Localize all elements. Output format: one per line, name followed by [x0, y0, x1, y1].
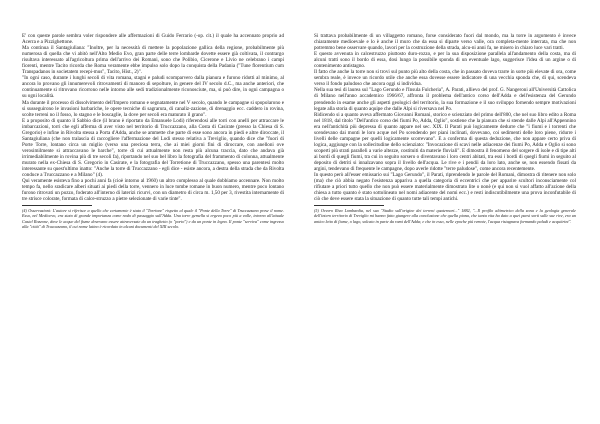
paragraph: Il fatto che anche la torre non si trovi sul punto più alto della costa, che in passato doveva trarre in sorte più elevate di ora, come sembra reale, è invece un ricordo utile che anche essa dovesse essere indicatore di una vecchia sponda che, di qui, scendeva verso il fondo paludoso che ancora oggi si individua.	[314, 69, 576, 88]
paragraph: "In ogni caso, durante i lunghi secoli di vita romana, stagni e paludi scomparvero dalla pianura e furono ridotti al minimo, al ancora lo provano gli innumerevoli ritrovamenti di manoro di sepolture, in genere del IV secolo d.C., ma anche anteriori, che continuamente si ritrovano ricorrono nelle intorno alle sedi tradizionalmente riconosciute, ma, si può dire, in ogni campagna o su ogni località.	[22, 75, 284, 100]
paragraph: E a proposito di quanto il Sabbio dice (il brano è riportato da Emanuele Lodi) riferendosi alle torri con anelli per attraccare le imbarcazioni, torri che egli afferma di aver visto nel territorio di Truccazzano, alla Costa di Casirate (presso la Chiesa di S. Gregorio) e infine in Rivolta stessa a Porta d'Adda, anche se ammette che parte di esse sono ancora in piedi e altre diroccate, il Santagiuliana (che non tralascia di raccogliere l'affermazione del Lodi stesso relativa a Treviglio, quando dice che "fuori di Porte Torre, lontano circa un miglio (verso una preciosa terra, che ai miei giorni fini di diroccare, con anelloni ove verosimilmente si attraccavano le barche", torre di cui attualmente non resta più alcuna traccia, dato che andava già irrimediabilmente in rovina più di tre secoli fa), riportando nel suo bel libro la fotografia del frammento di colonna, attualmente murato nella ex-Chiesa di S. Gregorio in Casirate, e la fotografia del Torretione di Truccazzano, spesso una parentesi molto interessante su quest'ultimo inatto: "Anche la torre di Truccazzano - egli dice - esiste ancora, a destra della strada che da Rivolta conduce a Truccazzano e a Milano" (4).	[22, 117, 284, 179]
paragraph: Ma durante il processo di dissolvimento dell'Impero romano e segnatamente nel V secolo, quando le campagne si spopolarono e si susseguirono le invasioni barbariche, le opere tecniche di sagrarura, di canaliz-zazione, di drenaggio ecc. caddero in rovina, scolte terreni no il fosso, lo stagno e le boscaglie, la dove per secoli era maturato il grano".	[22, 99, 284, 118]
footnote: (4) Osservazioni: L'autore si riferisce a quello che certamente è stato il "Torrione" rispetto al quale il "Ponte della Torre" di Truccazzano prese il nome. Esso, nel Medioevo, era stato di grande importanza come nodo di passaggio sull'Adda. Una torre gemella si ergeva poco più a valle, intorno all'attuale Castel Rozzone, dove le acque del fiume dovevano essere attraversate da un traghetto (o "porto") e da un ponte in legno. Il ponte "serviva" come ingresso alla "città" di Truccazzano, il cui nome latino è ricordato in alcuni documenti del XIII secolo.	[22, 208, 284, 229]
left-column	[22, 33, 284, 403]
right-column-body	[314, 33, 576, 202]
right-column	[314, 33, 576, 403]
paragraph: In questo però all'esser emissario sui "Lago Gerundo", il Parati, riprendendo le parole del Romani, dimostra di ritenere non solo (ma) che ciò abbia negato l'esistenza appariva a quella categoria di eccentrici che per apparire scultori inconsciamente col rifiutare a priori tutto quello che non può essere materialmente dimostrato lite o nonè (e qui non si vuol affatto all'azione della chiesa a tutto quanto è stato sottolineato nel nomi adiacente del nomi ecc.) e resti indiscutibilmente una prova inconfutabile di ciò che deve essere stata la situazione di quanto tutte tali tempi antichi.	[314, 172, 576, 203]
paragraph: Si trattava probabilmente di un villaggetto romano, forse considerato fuori dal mondo, ma la torre in argomento è invece chiaramente medioevale e lo è anche il muro che da essa si diparte verso valle, ora completa-mente interrata, ma che non potremmo bene osservare quando, lavori per la costruzione della strada, alcu-ni anni fa, ne misero in chiaro luce vari tratti.	[314, 33, 576, 52]
paragraph: Qui veramente esisteva fino a pochi anni fa (cioè intorno al 1960) un altro complesso al quale dobbiamo accennare. Non molto tempo fa, nello sradicare alberi situati ai piedi della torre, vennero in luce tombe romane in buon numero, mentre poco lontano furono ritrovati un pozzo, foderato all'interno di laterizi ricurvi, con un diametro di circa m. 1,50 per 3, rivestita internamente di tre strisce colorate, formata di calce-struzzo a pietre selezionate di varie tinte".	[22, 178, 284, 203]
footnote: (5) Ovvero Riva Lombardia, nel suo "Studio sull'origine dei terreni quaternari..." 1882, "...Il profilo altimetrico della zona e la geologia generale dell'intero territorio di Treviglio mi hanno fatto giungere alla conclusione che quella piana, che tanta vita ha dato a quei paesi sorti sulle sue rive, era un antico letto di fiume, o lago, solcato in parte da rami dell'Adda; e che in esso, nelle epoche più remote, l'acqua ristagnava formando paludi e acquitrini".	[314, 208, 576, 224]
paragraph: Ridicendo si a quanto aveva affermato Giovanni Romani, storico e scienziato del primo dell'800, che nel suo libro edito a Roma nel 1818, dal titolo "Dell'antico corso dei fiumi Po, Adda, Oglio", sostiene che la pianura che si stende dalle Alpi all'Appennino era nell'antichità più depressa di quanto appare nel sec. XIX. Il Parati può logicamente dedurre che "i fiumi e i torrenti che scendevano dai monti le loro acque nel Po scendendo per piani inclinati, dovevano, coi sedimenti delle loro piene, ridurre i livelli delle campagne per quelli logicamente scorrevano". E a conferma di questa deduzione, che non appare certo priva di logica, aggiunge con la sollecitudine dello scienziato: "Invocazione di scavi nelle adiacenze dei fiumi Po, Adda e Oglio si sono scoperti più strati paralleli a varie altezze, costituiti da materie fluviali". E dimostra il fenomeno del sorgere di isole e di tipe alti ai bordi di quegli fiumi, tra cui in seguito sorsero o diventavano i loro centri abitati, tra essi i bordi di quegli fiumi in seguito al deposito di detriti si innalzavano sopra il livello dell'acqua. Le rive e i pendii da loro lato, anche se, non essendo fissati da argini, tendevano di frequente le campagne, dopo averle ridotte "terre paludose", come ancora recentemente.	[314, 111, 576, 173]
left-column-body	[22, 33, 284, 202]
paragraph: E questo avvenuta in calcestruzzo piuttosto duro-rozzo, e per la sua disposizione parallela all'andamento della costa, ma di alcuni tratti sono il bordo di essa, dosi lungo la possibile sponda di un eventuale lago, suggerisce l'idea di un argine o di contenimento antistagno.	[314, 51, 576, 70]
paragraph: Ma continua il Santagiuliana: "Inoltre, per la necessità di mettere la popolazione gallica della regione, probabilmente più numerosa di quella che vi abitò nell'Alto Medio Evo, gran parte delle terre lombarde dovette essere già coltivata, il contrargo risultava interessato all'agricoltura prima dell'arrivo dei Romani, sono che Polibio, Cicerone e Livio ne celebrano i campi fiorenti, mentre Tacito ricorda che Roma veramente ebbe impulso solo dopo la conquista della Padania ("Tune florentium cum Transpadanos in societatem recepi-mus", Tacito, Hist., 2)".	[22, 45, 284, 76]
paragraph: Nella sua tesi di laurea sul "Lago Gerundo e l'Insula Fulcheria", A. Parati, allievo del prof. G. Nangeroni all'Università Cattolica di Milano nell'anno accademico 1966/67, affronta il problema dell'antico corso dell'Adda e dell'esistenza del Gerundo prendendo in esame anche gli aspetti geologici del territorio, la sua formazione e il suo sviluppo fornendo sempre motivazioni legate alla storia di quanto aquipe che dalle Alpi si riversava nel Po.	[314, 87, 576, 112]
footnote-divider	[314, 205, 384, 206]
footnote-divider	[22, 205, 92, 206]
paragraph: E' con queste parole sembra voler rispondere alle affermazioni di Guido Ferrario (-op. cit.) il quale ha accennato proprio ad Acerra e a Pizzighettone.	[22, 33, 284, 46]
